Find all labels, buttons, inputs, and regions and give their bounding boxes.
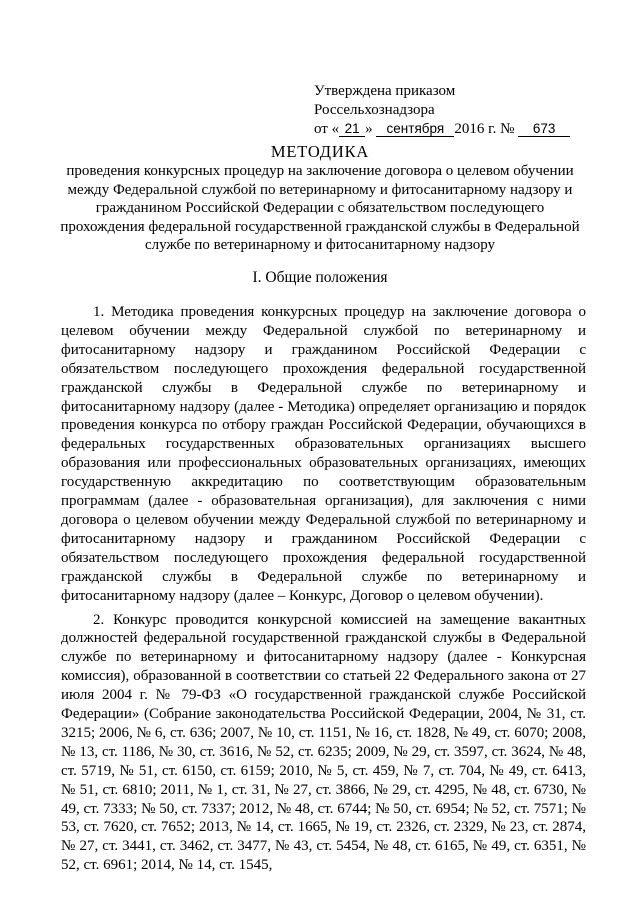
section-heading: I. Общие положения	[252, 269, 388, 286]
paragraph-2: 2. Конкурс проводится конкурсной комиссией на замещение вакантных должностей федеральной государственной гражданской службы в Федеральной службе по ветеринарному и фитосанитарному надзору (далее - Конкурсная комиссия), образованной в соответствии со статьей 22 Федерального закона от 27 июля 2004 г. № 79-ФЗ «О государственной гражданской службе Российской Федерации» (Собрание законодательства Российской Федерации, 2004, № 31, ст. 3215; 2006, № 6, ст. 636; 2007, № 10, ст. 1151, № 16, ст. 1828, № 49, ст. 6070; 2008, № 13, ст. 1186, № 30, ст. 3616, № 52, ст. 6235; 2009, № 29, ст. 3597, ст. 3624, № 48, ст. 5719, № 51, ст. 6150, ст. 6159; 2010, № 5, ст. 459, № 7, ст. 704, № 49, ст. 6413, № 51, ст. 6810; 2011, № 1, ст. 31, № 27, ст. 3866, № 29, ст. 4295, № 48, ст. 6730, № 49, ст. 7333; № 50, ст. 7337; 2012, № 48, ст. 6744; № 50, ст. 6954; № 52, ст. 7571; № 53, ст. 7620, ст. 7652; 2013, № 14, ст. 1665, № 19, ст. 2326, ст. 2329, № 23, ст. 2874, № 27, ст. 3441, ст. 3462, ст. 3477, № 43, ст. 5454, № 48, ст. 6165, № 49, ст. 6351, № 52, ст. 6961; 2014, № 14, ст. 1545,	[61, 611, 586, 874]
approval-line-2: Россельхознадзора	[314, 102, 435, 118]
order-number: 673	[518, 121, 570, 137]
date-prefix: от «	[314, 121, 340, 137]
date-mid: »	[365, 121, 373, 137]
document-subtitle: проведения конкурсных процедур на заключение договора о целевом обучении между Федеральной службой по ветеринарному и фитосанитарному надзору и гражданином Российской Федерации с обязательством последующего прохождения федеральной государственной гражданской службы в Федеральной службе по ветеринарному и фитосанитарному надзору	[60, 163, 580, 254]
document-title: МЕТОДИКА	[270, 142, 370, 161]
approval-line-1: Утверждена приказом	[314, 83, 456, 99]
date-day: 21	[339, 121, 365, 137]
document-body	[61, 303, 586, 880]
paragraph-1: 1. Методика проведения конкурсных процедур на заключение договора о целевом обучении между Федеральной службой по ветеринарному и фитосанитарному надзору и гражданином Российской Федерации с обязательством последующего прохождения федеральной государственной гражданской службы в Федеральной службе по ветеринарному и фитосанитарному надзору (далее - Методика) определяет организацию и порядок проведения конкурса по отбору граждан Российской Федерации, обучающихся в федеральных государственных образовательных организациях высшего образования или профессиональных образовательных организациях, имеющих государственную аккредитацию по соответствующим образовательным программам (далее - образовательная организация), для заключения с ними договора о целевом обучении между Федеральной службой по ветеринарному и фитосанитарному надзору и гражданином Российской Федерации с обязательством последующего прохождения федеральной государственной гражданской службы в Федеральной службе по ветеринарному и фитосанитарному надзору (далее – Конкурс, Договор о целевом обучении).	[61, 304, 586, 604]
date-year: 2016 г. №	[454, 121, 515, 137]
approval-stamp	[314, 82, 570, 139]
approval-date-line	[314, 120, 570, 139]
date-month: сентября	[376, 121, 454, 137]
